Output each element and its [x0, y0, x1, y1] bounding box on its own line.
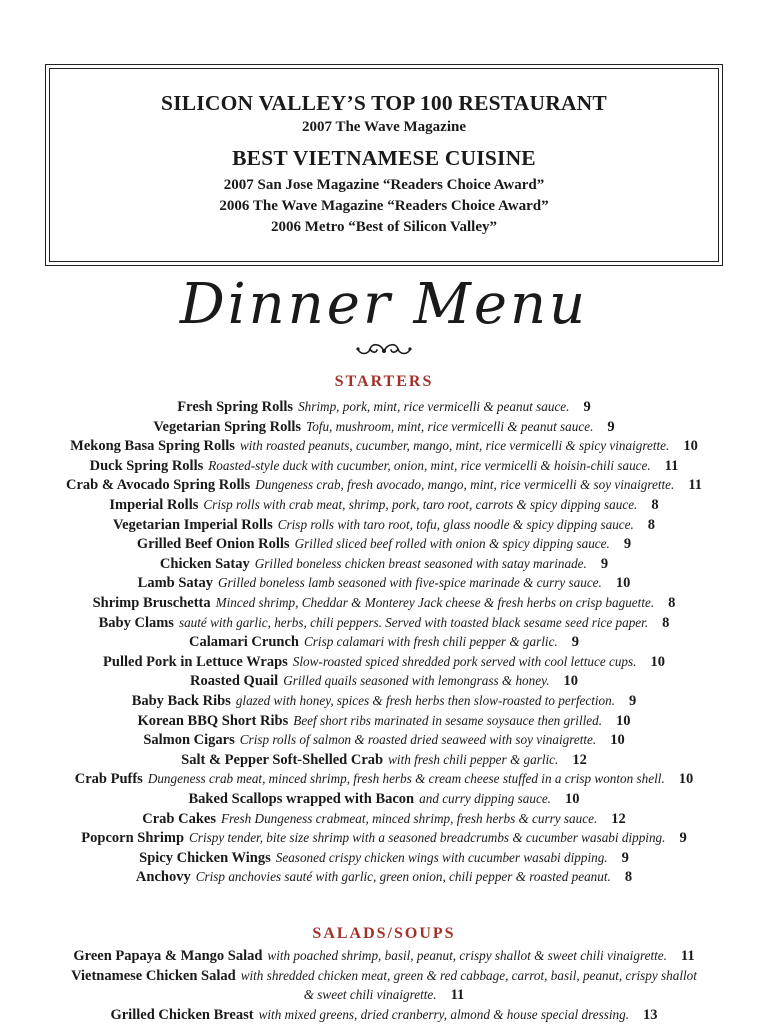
menu-item: [0, 515, 768, 535]
menu-item-name: Green Papaya & Mango Salad: [73, 948, 263, 964]
menu-item-price: 12: [572, 751, 587, 768]
award-line: 2006 Metro “Best of Silicon Valley”: [271, 219, 497, 235]
menu-item: [0, 789, 768, 809]
menu-item-name: Grilled Chicken Breast: [110, 1006, 254, 1023]
menu-item-name: Spicy Chicken Wings: [139, 849, 271, 866]
menu-item-description: Crisp anchovies sauté with garlic, green onion, chili pepper & roasted peanut.: [195, 869, 611, 885]
menu-item: [0, 946, 768, 966]
menu-item-description: Dungeness crab meat, minced shrimp, fresh herbs & cream cheese stuffed in a crisp wonton shell.: [147, 771, 665, 787]
menu-item-price: 8: [647, 516, 656, 533]
menu-item-description: Crisp rolls with crab meat, shrimp, pork, taro root, carrots & spicy dipping sauce.: [203, 497, 638, 512]
menu-item-price: 9: [583, 399, 591, 415]
menu-item-price: 9: [621, 849, 629, 866]
menu-item-description: with shredded chicken meat, green & red cabbage, carrot, basil, peanut, crispy shallot: [240, 967, 697, 983]
menu-item-price: 13: [643, 1006, 658, 1023]
menu-item-name: Crab Puffs: [74, 771, 143, 788]
menu-item-name: Baby Back Ribs: [131, 693, 231, 709]
menu-item-name: Korean BBQ Short Ribs: [137, 712, 289, 729]
menu-item-price: 11: [664, 457, 679, 474]
menu-item-description: Dungeness crab, fresh avocado, mango, mint, rice vermicelli & soy vinaigrette.: [255, 477, 675, 493]
menu-item: [0, 828, 768, 848]
menu-item-description: & sweet chili vinaigrette.: [303, 987, 437, 1003]
menu-item-description: with fresh chili pepper & garlic.: [388, 751, 559, 767]
menu-item: [0, 573, 768, 593]
menu-item-name: Duck Spring Rolls: [89, 457, 204, 474]
award-lines: [50, 175, 718, 238]
menu-item-name: Vegetarian Spring Rolls: [153, 418, 302, 435]
menu-item-name: Salmon Cigars: [143, 732, 235, 749]
menu-item-description: Beef short ribs marinated in sesame soysauce then grilled.: [293, 712, 603, 728]
menu-item-description: Roasted-style duck with cucumber, onion, mint, rice vermicelli & hoisin-chili sauce.: [208, 457, 651, 473]
menu-item-name: Fresh Spring Rolls: [177, 399, 294, 415]
menu-item-description: with mixed greens, dried cranberry, almond & house special dressing.: [258, 1006, 630, 1022]
menu-item: [0, 671, 768, 691]
menu-item: [0, 867, 768, 887]
menu-item-price: 8: [624, 869, 633, 886]
menu-item-name: Vietnamese Chicken Salad: [71, 967, 236, 984]
section-heading-salads-soups: SALADS/SOUPS: [312, 925, 456, 942]
menu-item: [0, 691, 768, 711]
award-line: 2007 San Jose Magazine “Readers Choice Award”: [223, 177, 545, 193]
menu-item-price: 10: [683, 438, 698, 455]
menu-item: [0, 436, 768, 456]
menu-item: [0, 769, 768, 789]
menu-item: [0, 1005, 768, 1025]
menu-item-name: Calamari Crunch: [189, 634, 299, 651]
menu-item-description: Grilled boneless lamb seasoned with five-spice marinade & curry sauce.: [218, 575, 602, 591]
menu-item-price: 10: [678, 771, 694, 788]
menu-item: [0, 652, 768, 672]
menu-item-description: Crispy tender, bite size shrimp with a seasoned breadcrumbs & cucumber wasabi dipping.: [189, 830, 666, 846]
menu-item-description: with poached shrimp, basil, peanut, crispy shallot & sweet chili vinaigrette.: [267, 948, 667, 963]
menu-item-description: with roasted peanuts, cucumber, mango, mint, rice vermicelli & spicy vinaigrette.: [239, 438, 670, 454]
menu-item-description: Grilled sliced beef rolled with onion & spicy dipping sauce.: [294, 536, 610, 552]
menu-item-description: Crisp rolls of salmon & roasted dried seaweed with soy vinaigrette.: [239, 732, 597, 748]
menu-item: [0, 809, 768, 829]
menu-item-name: Vegetarian Imperial Rolls: [112, 516, 273, 533]
menu-item-price: 10: [563, 673, 579, 690]
menu-item: [0, 475, 768, 495]
menu-item-price: 8: [668, 595, 676, 611]
awards-box: [45, 64, 723, 266]
menu-item: [0, 730, 768, 750]
award-title-top-100: SILICON VALLEY’S TOP 100 RESTAURANT: [161, 91, 607, 115]
menu-item: [0, 593, 768, 613]
menu-item-name: Anchovy: [135, 869, 191, 886]
menu-item-description: glazed with honey, spices & fresh herbs then slow-roasted to perfection.: [235, 693, 616, 708]
menu-item-name: Baby Clams: [98, 614, 174, 631]
menu-item: [0, 966, 768, 986]
menu-item: [0, 613, 768, 633]
menu-item-name: Shrimp Bruschetta: [92, 595, 211, 611]
menu-item-name: Chicken Satay: [159, 555, 250, 572]
menu-item-name: Grilled Beef Onion Rolls: [136, 536, 290, 553]
menu-item-price: 10: [650, 653, 665, 670]
award-subtitle-wave: 2007 The Wave Magazine: [301, 119, 467, 135]
menu-item-description: and curry dipping sauce.: [419, 791, 551, 806]
menu-item-price: 10: [616, 712, 631, 729]
menu-item-name: Baked Scallops wrapped with Bacon: [188, 791, 415, 807]
menu-item-description: Crisp rolls with taro root, tofu, glass noodle & spicy dipping sauce.: [277, 516, 634, 532]
menu-item: [0, 711, 768, 731]
menu-item-name: Mekong Basa Spring Rolls: [70, 438, 235, 455]
menu-item-price: 9: [607, 418, 615, 435]
menu-item-price: 8: [662, 614, 670, 631]
menu-item-price: 11: [680, 948, 695, 964]
menu-item-description: Grilled boneless chicken breast seasoned with satay marinade.: [254, 555, 587, 571]
menu-item-price: 9: [571, 634, 579, 651]
menu-item: [0, 985, 768, 1005]
menu-item: [0, 534, 768, 554]
section-heading-starters: STARTERS: [334, 373, 434, 390]
menu-item-price: 12: [611, 810, 626, 827]
menu-item-price: 10: [610, 732, 625, 749]
award-title-best-vietnamese: BEST VIETNAMESE CUISINE: [232, 146, 536, 170]
menu-item-name: Crab Cakes: [142, 810, 216, 827]
award-line: 2006 The Wave Magazine “Readers Choice Award”: [219, 198, 549, 214]
menu-item-price: 9: [600, 555, 609, 572]
menu-item-description: Seasoned crispy chicken wings with cucumber wasabi dipping.: [275, 849, 608, 865]
menu-item-price: 9: [629, 693, 637, 709]
menu-item-description: Fresh Dungeness crabmeat, minced shrimp, fresh herbs & curry sauce.: [220, 810, 598, 826]
menu-item-price: 11: [450, 987, 465, 1004]
menu-item-price: 11: [688, 477, 703, 494]
menu-item: [0, 495, 768, 515]
menu-item-name: Imperial Rolls: [109, 497, 199, 513]
menu-item-price: 10: [615, 575, 631, 592]
page-title: Dinner Menu: [179, 272, 589, 337]
menu-item-name: Roasted Quail: [189, 673, 279, 690]
menu-item-description: Crisp calamari with fresh chili pepper & garlic.: [303, 634, 558, 650]
menu-item-description: Tofu, mushroom, mint, rice vermicelli & peanut sauce.: [306, 418, 594, 434]
scroll-ornament-icon: [354, 339, 414, 361]
menu-item: [0, 456, 768, 476]
menu-item-price: 8: [651, 497, 659, 513]
menu-item-name: Popcorn Shrimp: [81, 830, 185, 847]
menu-item: [0, 417, 768, 437]
menu-item-description: Shrimp, pork, mint, rice vermicelli & peanut sauce.: [298, 399, 570, 414]
menu-item-name: Crab & Avocado Spring Rolls: [65, 477, 251, 494]
menu-item: [0, 632, 768, 652]
menu-item-name: Lamb Satay: [137, 575, 213, 592]
menu-item: [0, 554, 768, 574]
menu-item: [0, 848, 768, 868]
menu-item-price: 9: [623, 536, 632, 553]
menu-item: [0, 750, 768, 770]
menu-item-description: Slow-roasted spiced shredded pork served with cool lettuce cups.: [292, 653, 637, 669]
awards-inner-frame: [49, 68, 719, 262]
menu-item-name: Pulled Pork in Lettuce Wraps: [103, 653, 288, 670]
menu-item: [0, 397, 768, 417]
menu-item-price: 10: [564, 791, 580, 807]
menu-item-description: Grilled quails seasoned with lemongrass & honey.: [283, 673, 550, 689]
menu-item-description: Minced shrimp, Cheddar & Monterey Jack cheese & fresh herbs on crisp baguette.: [215, 595, 655, 610]
menu-item-name: Salt & Pepper Soft-Shelled Crab: [181, 751, 384, 768]
menu-item-price: 9: [679, 830, 687, 847]
menu-item-description: sauté with garlic, herbs, chili peppers. Served with toasted black sesame seed rice paper.: [178, 614, 649, 630]
